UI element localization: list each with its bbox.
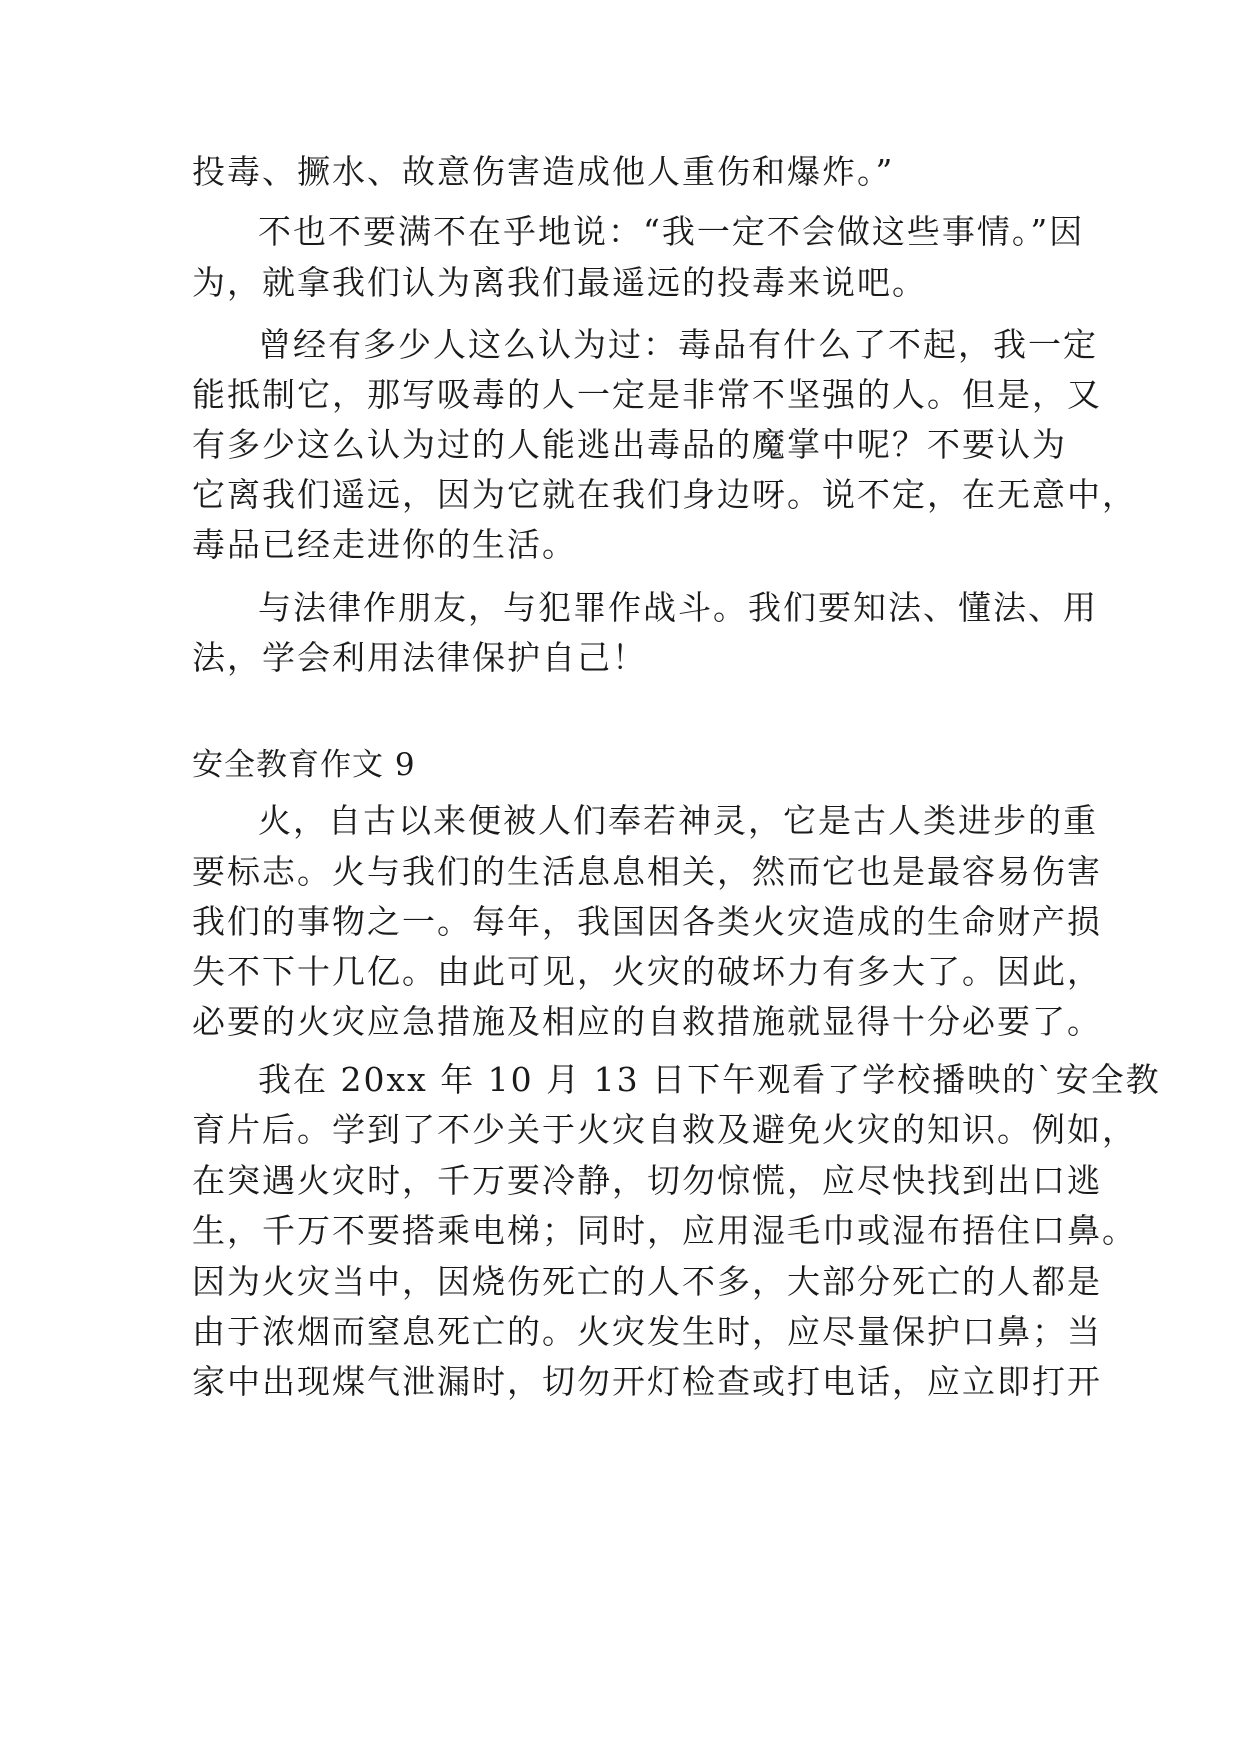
paragraph-5-line-4: 失不下十几亿。由此可见，火灾的破坏力有多大了。因此， [192, 952, 1102, 991]
paragraph-6-line-2: 育片后。学到了不少关于火灾自救及避免火灾的知识。例如， [192, 1110, 1137, 1149]
paragraph-3-line-5: 毒品已经走进你的生活。 [192, 525, 577, 564]
paragraph-4-line-1: 与法律作朋友，与犯罪作战斗。我们要知法、懂法、用 [258, 588, 1098, 627]
paragraph-1-line-1: 投毒、撅水、故意伤害造成他人重伤和爆炸。” [192, 152, 895, 191]
paragraph-3-line-2: 能抵制它，那写吸毒的人一定是非常不坚强的人。但是，又 [192, 375, 1102, 414]
paragraph-6-line-3: 在突遇火灾时，千万要冷静，切勿惊慌，应尽快找到出口逃 [192, 1161, 1102, 1200]
paragraph-2-line-2: 为，就拿我们认为离我们最遥远的投毒来说吧。 [192, 263, 927, 302]
paragraph-5-line-3: 我们的事物之一。每年，我国因各类火灾造成的生命财产损 [192, 902, 1102, 941]
paragraph-5-line-1: 火，自古以来便被人们奉若神灵，它是古人类进步的重 [258, 801, 1098, 840]
paragraph-6-line-5: 因为火灾当中，因烧伤死亡的人不多，大部分死亡的人都是 [192, 1262, 1102, 1301]
paragraph-6-line-6: 由于浓烟而窒息死亡的。火灾发生时，应尽量保护口鼻；当 [192, 1312, 1102, 1351]
paragraph-6-line-1: 我在 20xx 年 10 月 13 日下午观看了学校播映的`安全教 [258, 1060, 1161, 1099]
paragraph-5-line-2: 要标志。火与我们的生活息息相关，然而它也是最容易伤害 [192, 852, 1102, 891]
section-heading: 安全教育作文 9 [192, 747, 416, 783]
paragraph-3-line-1: 曾经有多少人这么认为过：毒品有什么了不起，我一定 [258, 325, 1098, 364]
paragraph-3-line-4: 它离我们遥远，因为它就在我们身边呀。说不定，在无意中， [192, 475, 1137, 514]
paragraph-4-line-2: 法，学会利用法律保护自己！ [192, 638, 647, 677]
paragraph-6-line-4: 生，千万不要搭乘电梯；同时，应用湿毛巾或湿布捂住口鼻。 [192, 1211, 1137, 1250]
paragraph-3-line-3: 有多少这么认为过的人能逃出毒品的魔掌中呢？不要认为 [192, 425, 1067, 464]
paragraph-5-line-5: 必要的火灾应急措施及相应的自救措施就显得十分必要了。 [192, 1002, 1102, 1041]
paragraph-2-line-1: 不也不要满不在乎地说：“我一定不会做这些事情。”因 [258, 212, 1085, 251]
paragraph-6-line-7: 家中出现煤气泄漏时，切勿开灯检查或打电话，应立即打开 [192, 1362, 1102, 1401]
